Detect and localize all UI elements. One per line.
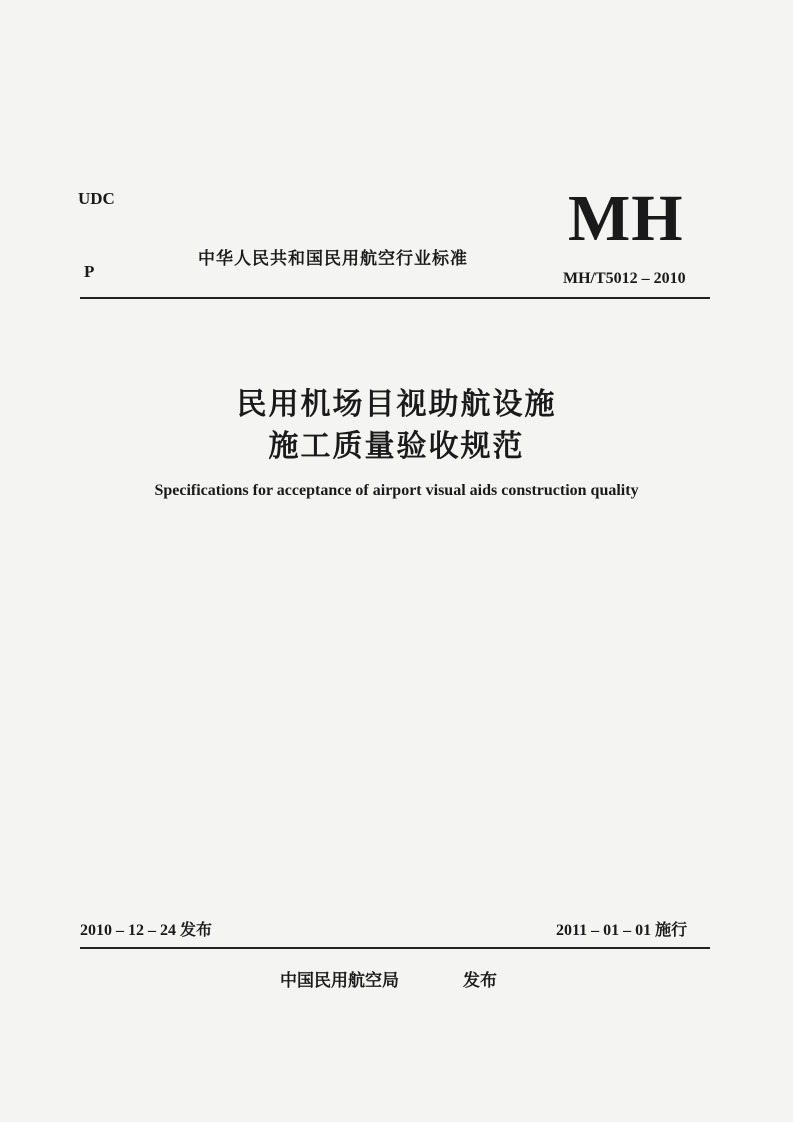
udc-label: UDC	[78, 189, 115, 208]
issuing-authority: 中国民用航空局	[280, 971, 399, 991]
document-title-english: Specifications for acceptance of airport visual aids construction quality	[154, 482, 639, 499]
standard-category: 中华人民共和国民用航空行业标准	[198, 249, 468, 269]
header-divider	[80, 297, 710, 299]
classification-code: P	[84, 262, 95, 281]
footer-divider	[80, 947, 710, 949]
document-title-line1: 民用机场目视助航设施	[236, 387, 557, 422]
standard-number: MH/T5012 – 2010	[563, 270, 686, 287]
publish-date: 2010 – 12 – 24	[80, 922, 176, 939]
implement-date: 2011 – 01 – 01	[556, 922, 652, 939]
issue-word: 发布	[463, 971, 497, 991]
standard-code-logo: MH	[568, 182, 684, 255]
implement-date-block	[556, 917, 687, 940]
publish-date-block	[80, 917, 212, 940]
publish-word: 发布	[180, 920, 213, 939]
implement-word: 施行	[655, 920, 688, 939]
document-title-line2: 施工质量验收规范	[268, 429, 525, 464]
